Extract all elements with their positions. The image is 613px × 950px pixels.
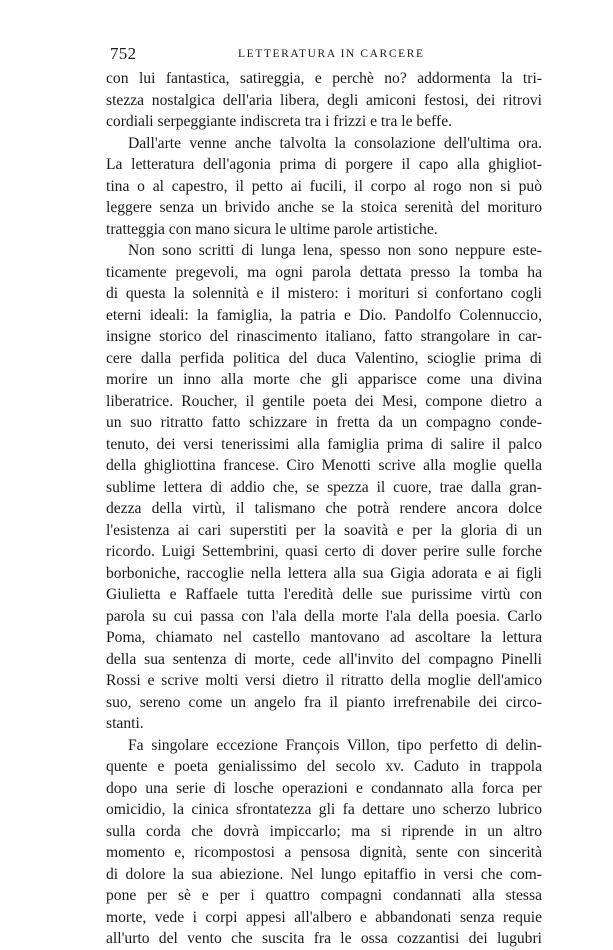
text-line: tratteggia con mano sicura le ultime parole artistiche. (106, 220, 438, 238)
text-line: Giulietta e Raffaele tutta l'eredità delle sue purissime virtù con (106, 586, 542, 603)
text-line: Poma, chiamato nel castello mantovano ad ascoltare la lettura (106, 629, 542, 646)
text-line: morire un inno alla morte che gli apparisce come una divina (106, 371, 542, 388)
text-line: ticamente pregevoli, ma ogni parola dettata presso la tomba ha (106, 263, 542, 281)
page-header (110, 44, 540, 64)
text-line: eterni ideali: la famiglia, la patria e Dio. Pandolfo Colennuccio, (106, 306, 542, 324)
text-line: dopo una serie di losche operazioni e condannato alla forca per (106, 779, 542, 797)
text-line: dezza della virtù, il talismano che potrà rendere ancora dolce (106, 500, 542, 517)
text-line: della ghigliottina francese. Ciro Menotti scrive alla moglie quella (106, 457, 542, 474)
text-line: un suo ritratto fatto schizzare in fretta da un compagno conde- (106, 414, 542, 431)
text-line: l'esistenza ai cari superstiti per la soavità e per la gloria di un (106, 521, 542, 539)
text-line: Dall'arte venne anche talvolta la consolazione dell'ultima ora. (128, 134, 542, 152)
text-line: parola su cui passa con l'ala della morte l'ala della poesia. Carlo (106, 607, 542, 625)
text-line: quente e poeta genialissimo del secolo xv. Caduto in trappola (106, 758, 542, 775)
text-line: borboniche, raccoglie nella lettera alla sua Gigia adorata e ai figli (106, 564, 542, 582)
text-line: Non sono scritti di lunga lena, spesso non sono neppure este- (128, 242, 542, 259)
body-text (106, 68, 542, 950)
text-line: della sua sentenza di morte, cede all'invito del compagno Pinelli (106, 650, 542, 668)
text-line: di dolore la sua abiezione. Nel lungo epitaffio in versi che com- (106, 865, 542, 883)
text-line: insigne storico del rinascimento italiano, fatto strangolare in car- (106, 328, 542, 345)
running-title: LETTERATURA IN CARCERE (238, 48, 425, 60)
text-line: stanti. (106, 715, 144, 732)
text-line: tenuto, dei versi tenerissimi alla famiglia prima di salire il palco (106, 435, 542, 453)
page-number: 752 (110, 44, 137, 63)
text-line: di questa la solennità e il mistero: i morituri si confortano cogli (106, 285, 542, 302)
text-line: pone per sè e per i quattro compagni condannati alla stessa (106, 887, 542, 904)
text-line: momento e, ricompostosi a pensosa dignità, sente con sincerità (106, 844, 542, 861)
text-line: tina o al capestro, il petto ai fucili, il corpo al rogo non si può (106, 177, 542, 195)
text-line: cere dalla perfida politica del duca Valentino, scioglie prima di (106, 349, 542, 367)
text-line: leggere senza un brivido anche se la stoica serenità del morituro (106, 199, 542, 216)
text-line: La letteratura dell'agonia prima di porgere il capo alla ghigliot- (106, 156, 542, 173)
text-line: stezza nostalgica dell'aria libera, degli amiconi festosi, dei ritrovi (106, 91, 542, 109)
text-line: sublime lettera di addio che, se spezza il cuore, trae dalla gran- (106, 478, 542, 496)
text-line: Rossi e scrive molti versi dietro il ritratto della moglie dell'amico (106, 672, 542, 689)
text-line: suo, sereno come un angelo fra il pianto irrefrenabile dei circo- (106, 693, 542, 711)
text-line: liberatrice. Roucher, il gentile poeta dei Mesi, compone dietro a (106, 392, 542, 410)
text-line: morte, vede i corpi appesi all'albero e abbandonati senza requie (106, 908, 542, 926)
text-line: Fa singolare eccezione François Villon, tipo perfetto di delin- (128, 736, 542, 754)
text-line: con lui fantastica, satireggia, e perchè no? addormenta la tri- (106, 70, 542, 87)
text-line: ricordo. Luigi Settembrini, quasi certo di dover perire sulle forche (106, 543, 542, 560)
text-line: cordiali serpeggiante indiscreta tra i frizzi e tra le beffe. (106, 113, 453, 130)
text-line: sulla corda che dovrà impiccarlo; ma si riprende in un altro (106, 822, 542, 840)
text-line: all'urto del vento che suscita fra le ossa cozzantisi dei lugubri (106, 930, 542, 947)
text-line: omicidio, la cinica sfrontatezza gli fa dettare uno scherzo lubrico (106, 801, 542, 818)
